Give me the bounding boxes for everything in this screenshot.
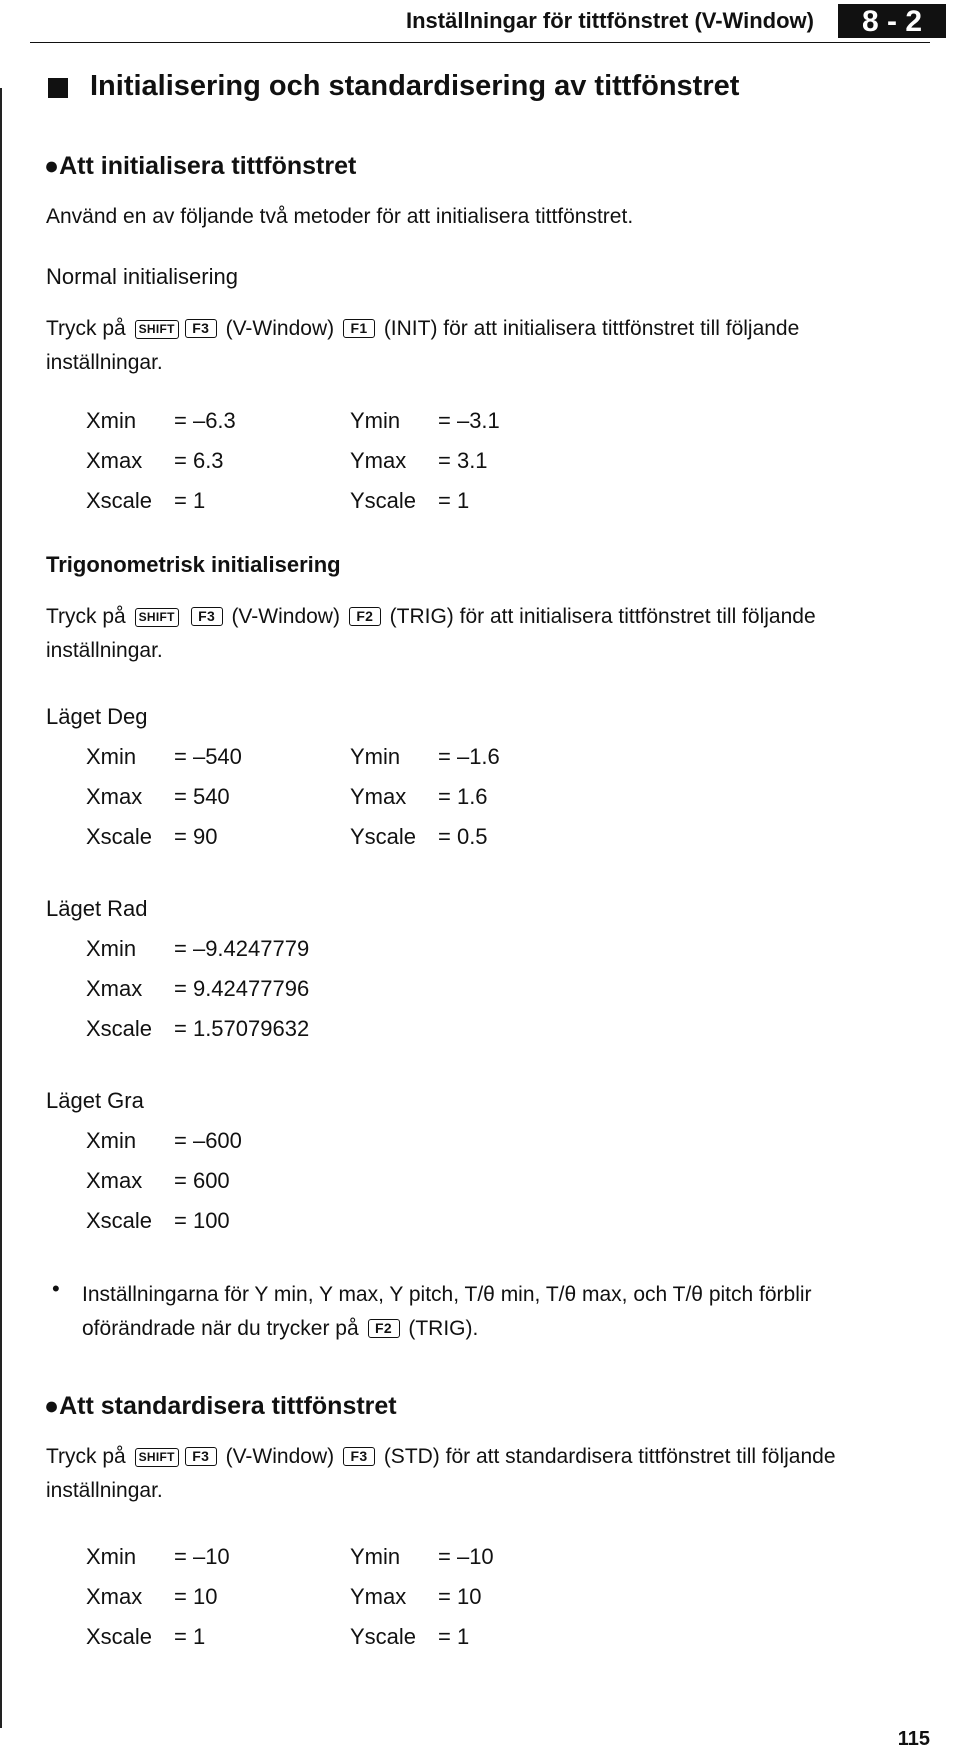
table-cell: = –6.3 (174, 408, 236, 433)
table-cell: = –10 (438, 1544, 494, 1569)
normal-paragraph (46, 312, 799, 345)
table-cell: = 1 (174, 488, 206, 513)
p-text: (V-Window) (231, 605, 340, 628)
deg-mode-label: Läget Deg (46, 704, 148, 729)
f3-key-icon: F3 (185, 1447, 217, 1466)
table-cell: = 1.57079632 (174, 1016, 310, 1041)
f3-key-icon: F3 (191, 607, 223, 626)
f3-key-icon: F3 (185, 319, 217, 338)
square-bullet-icon (48, 78, 68, 98)
std-paragraph-line2: inställningar. (46, 1479, 163, 1502)
table-cell: = 10 (174, 1584, 218, 1609)
normal-heading: Normal initialisering (46, 264, 238, 289)
p-text: Tryck på (46, 1445, 126, 1468)
margin-rule (0, 88, 2, 1728)
p-text: (STD) för att standardisera tittfönstret till följande (383, 1445, 836, 1468)
table-cell: Xmax (86, 448, 143, 473)
table-cell: Ymax (350, 1584, 407, 1609)
table-cell: Yscale (350, 488, 417, 513)
table-cell: Xmin (86, 408, 137, 433)
table-cell: = 1 (174, 1624, 206, 1649)
gra-mode-label: Läget Gra (46, 1088, 144, 1113)
normal-paragraph-line2: inställningar. (46, 351, 163, 374)
table-cell: = 0.5 (438, 824, 488, 849)
table-cell: Ymin (350, 1544, 401, 1569)
trig-paragraph-line2: inställningar. (46, 639, 163, 662)
table-cell: = –10 (174, 1544, 230, 1569)
shift-key-icon: SHIFT (135, 1448, 179, 1467)
table-cell: = 600 (174, 1168, 230, 1193)
init-intro: Använd en av följande två metoder för att initialisera tittfönstret. (46, 205, 634, 228)
p-text: (TRIG) för att initialisera tittfönstret till följande (389, 605, 816, 628)
table-cell: = 90 (174, 824, 218, 849)
f1-key-icon: F1 (343, 319, 375, 338)
running-header: Inställningar för tittfönstret (V-Window) (406, 8, 814, 33)
shift-key-icon: SHIFT (135, 608, 179, 627)
p-text: (V-Window) (225, 1445, 335, 1468)
note-bullet: • (52, 1276, 60, 1301)
table-cell: = 1 (438, 488, 470, 513)
table-cell: Xscale (86, 488, 153, 513)
table-cell: = –3.1 (438, 408, 500, 433)
f3-key-icon: F3 (343, 1447, 375, 1466)
table-cell: = 100 (174, 1208, 230, 1233)
trig-paragraph (46, 600, 816, 633)
table-cell: Ymax (350, 784, 407, 809)
shift-key-icon: SHIFT (135, 320, 179, 339)
note-line1: Inställningarna för Y min, Y max, Y pitch, T/θ min, T/θ max, och T/θ pitch förblir (82, 1283, 812, 1306)
f2-key-icon: F2 (368, 1319, 400, 1338)
table-cell: = 3.1 (438, 448, 488, 473)
p-text: oförändrade när du trycker på (82, 1317, 359, 1340)
table-cell: = 9.42477796 (174, 976, 310, 1001)
p-text: Tryck på (46, 605, 126, 628)
page-number: 115 (897, 1728, 930, 1750)
p-text: (TRIG). (408, 1317, 479, 1340)
p-text: Tryck på (46, 317, 126, 340)
f2-key-icon: F2 (349, 607, 381, 626)
table-cell: = 540 (174, 784, 230, 809)
table-cell: = 1 (438, 1624, 470, 1649)
section-number-tab: 8 - 2 (838, 4, 946, 38)
table-cell: Xscale (86, 1016, 153, 1041)
table-cell: Xmin (86, 1128, 137, 1153)
table-cell: Xmax (86, 1584, 143, 1609)
table-cell: Yscale (350, 1624, 417, 1649)
table-cell: Xmax (86, 1168, 143, 1193)
table-cell: Ymax (350, 448, 407, 473)
table-cell: = –9.4247779 (174, 936, 310, 961)
std-heading: ●Att standardisera tittfönstret (44, 1392, 397, 1420)
table-cell: Xmin (86, 936, 137, 961)
table-cell: Xmin (86, 1544, 137, 1569)
table-cell: Ymin (350, 744, 401, 769)
rad-mode-label: Läget Rad (46, 896, 148, 921)
table-cell: Xscale (86, 824, 153, 849)
p-text: (V-Window) (225, 317, 335, 340)
trig-heading: Trigonometrisk initialisering (46, 552, 341, 577)
table-cell: = –540 (174, 744, 242, 769)
table-cell: = –1.6 (438, 744, 500, 769)
init-heading: ●Att initialisera tittfönstret (44, 152, 357, 180)
table-cell: Xscale (86, 1208, 153, 1233)
table-cell: = 6.3 (174, 448, 224, 473)
std-paragraph (46, 1440, 836, 1473)
section-title: Initialisering och standardisering av tittfönstret (90, 70, 740, 102)
table-cell: = 10 (438, 1584, 482, 1609)
table-cell: = –600 (174, 1128, 242, 1153)
table-cell: Ymin (350, 408, 401, 433)
header-rule (30, 42, 930, 43)
table-cell: Xmin (86, 744, 137, 769)
p-text: (INIT) för att initialisera tittfönstret till följande (383, 317, 800, 340)
table-cell: Xscale (86, 1624, 153, 1649)
note-line2 (82, 1312, 478, 1345)
table-cell: = 1.6 (438, 784, 488, 809)
table-cell: Yscale (350, 824, 417, 849)
table-cell: Xmax (86, 976, 143, 1001)
table-cell: Xmax (86, 784, 143, 809)
